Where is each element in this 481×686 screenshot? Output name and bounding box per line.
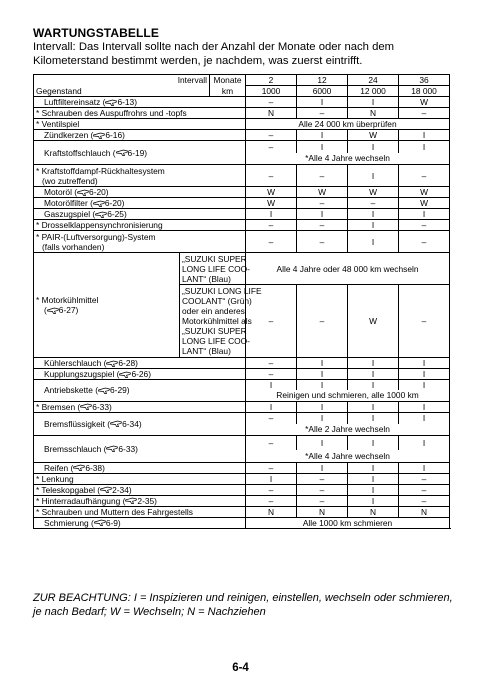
row-label: Luftfiltereinsatz ( <box>44 97 106 107</box>
row-label-cell <box>34 231 246 253</box>
row-reference: 2-34) <box>112 484 132 495</box>
table-row <box>34 462 450 473</box>
cell-text: LANT“ (Blau) <box>182 273 231 284</box>
cell-text: Motorkühlmittel als <box>182 316 252 326</box>
table-row <box>34 495 450 506</box>
interval-value: I <box>399 358 450 369</box>
interval-value: I <box>399 412 450 424</box>
row-reference: 6-20) <box>89 187 109 197</box>
coolant-type-cell <box>180 285 262 358</box>
row-label-cell: * Schrauben und Muttern des Fahrgestells <box>34 506 246 517</box>
interval-value: W <box>246 198 297 209</box>
reference-arrow-icon <box>80 402 92 412</box>
header-km-value: 12 000 <box>348 86 399 97</box>
reference-arrow-icon <box>98 385 110 395</box>
cell-text: * Kraftstoffdampf-Rückhaltesystem <box>36 165 165 176</box>
interval-value: – <box>297 108 348 119</box>
interval-value: I <box>246 209 297 220</box>
row-reference: 6-34) <box>122 418 142 429</box>
cell-text: * PAIR-(Luftversorgung)-System <box>36 231 156 242</box>
row-label-cell <box>34 198 246 209</box>
header-interval: Intervall <box>34 75 210 86</box>
interval-value: – <box>246 484 297 495</box>
table-row <box>34 108 450 119</box>
interval-value: – <box>246 285 297 358</box>
interval-value: – <box>246 220 297 231</box>
interval-span-text: *Alle 4 Jahre wechseln <box>246 153 450 165</box>
interval-value: I <box>297 462 348 473</box>
table-row <box>34 484 450 495</box>
interval-value: I <box>348 165 399 187</box>
interval-value: I <box>348 358 399 369</box>
interval-value: I <box>297 97 348 108</box>
interval-value: N <box>399 506 450 517</box>
interval-value: – <box>399 484 450 495</box>
interval-value: I <box>399 435 450 450</box>
interval-value: W <box>348 285 399 358</box>
interval-value: I <box>348 141 399 153</box>
interval-value: I <box>399 209 450 220</box>
interval-value: I <box>348 380 399 391</box>
interval-value: I <box>297 358 348 369</box>
interval-span-text: Reinigen und schmieren, alle 1000 km <box>246 390 450 401</box>
interval-value: W <box>399 187 450 198</box>
interval-value: I <box>297 130 348 141</box>
reference-arrow-icon <box>93 130 105 140</box>
row-label-cell <box>34 401 246 412</box>
interval-value: – <box>246 165 297 187</box>
cell-text: „SUZUKI SUPER <box>182 253 247 264</box>
row-label-cell: * Lenkung <box>34 473 246 484</box>
cell-text: 6-27) <box>58 305 79 315</box>
cell-text: (falls vorhanden) <box>42 241 105 252</box>
table-row <box>34 75 450 86</box>
interval-value: I <box>348 401 399 412</box>
row-label-cell <box>34 435 246 462</box>
header-km-value: 18 000 <box>399 86 450 97</box>
interval-span-text: *Alle 4 Jahre wechseln <box>246 450 450 462</box>
row-label: Antriebskette ( <box>44 385 98 396</box>
header-month-value: 36 <box>399 75 450 86</box>
table-row <box>34 380 450 391</box>
row-reference: 6-38) <box>85 462 105 473</box>
row-label: Motorölfilter ( <box>44 198 93 208</box>
cell-text: oder ein anderes <box>182 306 245 316</box>
table-row <box>34 506 450 517</box>
table-row <box>34 119 450 130</box>
table-row <box>34 165 450 187</box>
interval-value: W <box>297 187 348 198</box>
row-label: Bremsflüssigkeit ( <box>44 418 111 429</box>
interval-value: I <box>297 380 348 391</box>
row-label-cell <box>34 165 246 187</box>
interval-value: – <box>297 473 348 484</box>
interval-value: – <box>246 435 297 450</box>
interval-value: – <box>399 165 450 187</box>
reference-arrow-icon <box>116 148 128 158</box>
cell-text: LONG LIFE COO- <box>182 263 250 274</box>
table-row <box>34 369 450 380</box>
interval-span-text: Alle 4 Jahre oder 48 000 km wechseln <box>246 253 450 285</box>
intro-text: Intervall: Das Intervall sollte nach der Anzahl der Monate oder nach dem Kilometerstand bestimmt werden, je nachdem, was zuerst eintrifft. <box>33 41 395 67</box>
table-row <box>34 97 450 108</box>
interval-value: I <box>297 369 348 380</box>
interval-value: – <box>297 484 348 495</box>
row-label-cell <box>34 462 246 473</box>
table-row <box>34 86 450 97</box>
row-label: * Bremsen ( <box>36 401 81 412</box>
row-label: Bremsschlauch ( <box>44 443 107 454</box>
reference-arrow-icon <box>77 187 89 197</box>
header-month-value: 2 <box>246 75 297 86</box>
row-label-cell <box>34 130 246 141</box>
interval-value: I <box>348 462 399 473</box>
interval-span-text: *Alle 2 Jahre wechseln <box>246 424 450 435</box>
interval-value: I <box>348 484 399 495</box>
table-row <box>34 401 450 412</box>
row-reference: 6-16) <box>105 130 125 140</box>
header-km-value: 1000 <box>246 86 297 97</box>
cell-text: COOLANT“ (Grün) <box>182 296 252 306</box>
row-label: Kraftstoffschlauch ( <box>44 147 116 158</box>
table-row <box>34 198 450 209</box>
row-reference: 6-33) <box>92 401 112 412</box>
interval-value: – <box>246 495 297 506</box>
interval-value: I <box>297 141 348 153</box>
row-label: Gaszugspiel ( <box>44 209 96 219</box>
row-reference: 6-20) <box>104 198 125 208</box>
interval-value: W <box>246 187 297 198</box>
row-reference: 6-9) <box>105 517 121 528</box>
interval-value: I <box>399 130 450 141</box>
interval-value: – <box>297 285 348 358</box>
interval-value: I <box>348 369 399 380</box>
interval-span-text: Alle 24 000 km überprüfen <box>246 119 450 130</box>
table-row <box>34 231 450 253</box>
row-label-cell <box>34 209 246 220</box>
interval-value: I <box>348 231 399 253</box>
row-label-cell: * Ventilspiel <box>34 119 246 130</box>
interval-value: N <box>246 108 297 119</box>
row-label-cell <box>34 97 246 108</box>
reference-arrow-icon <box>73 463 85 473</box>
interval-value: – <box>246 141 297 153</box>
row-label: Zündkerzen ( <box>44 130 94 140</box>
interval-value: I <box>246 380 297 391</box>
row-reference: 2-35) <box>137 495 157 506</box>
interval-value: N <box>348 506 399 517</box>
row-label: Motoröl ( <box>44 187 78 197</box>
interval-value: I <box>297 412 348 424</box>
reference-arrow-icon <box>47 305 59 315</box>
header-km-value: 6000 <box>297 86 348 97</box>
interval-value: – <box>399 495 450 506</box>
interval-value: N <box>297 506 348 517</box>
interval-value: I <box>246 401 297 412</box>
coolant-type-cell <box>180 253 250 285</box>
row-reference: 6-25) <box>107 209 127 219</box>
row-label-cell <box>34 495 246 506</box>
row-reference: 6-13) <box>117 97 138 107</box>
table-row <box>34 141 450 153</box>
interval-value: – <box>246 97 297 108</box>
table-row <box>34 130 450 141</box>
reference-arrow-icon <box>125 496 137 506</box>
table-row <box>34 435 450 450</box>
reference-arrow-icon <box>106 444 118 454</box>
row-label: Kupplungszugspiel ( <box>44 369 120 379</box>
row-reference: 6-28) <box>118 358 138 368</box>
reference-arrow-icon <box>95 209 107 219</box>
reference-arrow-icon <box>93 198 105 208</box>
cell-text: „SUZUKI LONG LIFE <box>182 286 262 296</box>
interval-value: – <box>399 231 450 253</box>
row-label-cell: * Drosselklappensynchronisierung <box>34 220 246 231</box>
interval-value: I <box>399 401 450 412</box>
interval-value: I <box>399 369 450 380</box>
interval-value: I <box>348 412 399 424</box>
header-month-value: 24 <box>348 75 399 86</box>
page-heading: WARTUNGSTABELLE <box>33 26 159 40</box>
interval-value: – <box>246 231 297 253</box>
header-months: Monate <box>210 75 246 86</box>
interval-value: I <box>297 435 348 450</box>
interval-value: – <box>297 220 348 231</box>
cell-text: * Motorkühlmittel <box>36 295 99 305</box>
interval-value: W <box>399 97 450 108</box>
reference-arrow-icon <box>106 358 118 368</box>
table-row <box>34 358 450 369</box>
interval-value: I <box>348 435 399 450</box>
interval-value: N <box>348 108 399 119</box>
interval-value: – <box>399 220 450 231</box>
row-label-cell <box>34 253 180 358</box>
interval-value: I <box>399 380 450 391</box>
interval-value: – <box>246 358 297 369</box>
header-month-value: 12 <box>297 75 348 86</box>
interval-value: I <box>348 495 399 506</box>
interval-value: I <box>297 401 348 412</box>
interval-value: – <box>399 473 450 484</box>
reference-arrow-icon <box>119 369 131 379</box>
interval-span-text: Alle 1000 km schmieren <box>246 517 450 528</box>
row-label-cell <box>34 358 246 369</box>
interval-value: I <box>348 220 399 231</box>
interval-value: N <box>246 506 297 517</box>
page-number: 6-4 <box>232 662 249 674</box>
interval-value: I <box>399 141 450 153</box>
interval-value: – <box>399 108 450 119</box>
reference-arrow-icon <box>105 97 117 107</box>
cell-text: LONG LIFE COO- <box>182 336 250 346</box>
cell-text: „SUZUKI SUPER <box>182 326 247 336</box>
reference-arrow-icon <box>100 485 112 495</box>
row-reference: 6-19) <box>127 147 148 158</box>
row-reference: 6-29) <box>110 385 130 396</box>
row-label-cell: * Schrauben des Auspuffrohrs und -topfs <box>34 108 246 119</box>
table-row <box>34 473 450 484</box>
interval-value: – <box>246 369 297 380</box>
interval-value: – <box>297 165 348 187</box>
row-label-cell <box>34 187 246 198</box>
cell-text: (wo zutreffend) <box>42 175 98 186</box>
interval-value: W <box>348 187 399 198</box>
table-row <box>34 412 450 424</box>
row-label-cell <box>34 141 246 165</box>
interval-value: I <box>348 209 399 220</box>
interval-value: – <box>246 462 297 473</box>
interval-value: – <box>246 412 297 424</box>
interval-value: I <box>399 462 450 473</box>
table-row <box>34 209 450 220</box>
row-label: Reifen ( <box>44 462 74 473</box>
interval-value: – <box>246 130 297 141</box>
row-label-cell <box>34 380 246 402</box>
row-label-cell <box>34 369 246 380</box>
interval-value: I <box>297 209 348 220</box>
row-reference: 6-33) <box>118 443 138 454</box>
interval-value: W <box>348 130 399 141</box>
row-label: * Teleskopgabel ( <box>36 484 101 495</box>
interval-value: – <box>297 231 348 253</box>
row-label-cell <box>34 517 246 528</box>
cell-text: ( <box>44 305 47 315</box>
interval-value: I <box>246 473 297 484</box>
reference-arrow-icon <box>110 419 122 429</box>
row-label-cell <box>34 484 246 495</box>
row-label: Schmierung ( <box>44 517 94 528</box>
interval-value: – <box>399 285 450 358</box>
maintenance-table <box>33 74 450 529</box>
table-row <box>34 517 450 528</box>
row-reference: 6-26) <box>131 369 151 379</box>
interval-value: – <box>297 495 348 506</box>
table-row <box>34 220 450 231</box>
row-label-cell <box>34 412 246 435</box>
header-km: km <box>210 86 246 97</box>
legend-note: ZUR BEACHTUNG: I = Inspizieren und reinigen, einstellen, wechseln oder schmieren, je nach Bedarf; W = Wechseln; N = Nachziehen <box>33 592 453 618</box>
row-label: Kühlerschlauch ( <box>44 358 107 368</box>
header-item: Gegenstand <box>34 86 210 97</box>
reference-arrow-icon <box>94 518 106 528</box>
row-label: * Hinterradaufhängung ( <box>36 495 126 506</box>
interval-value: W <box>399 198 450 209</box>
table-row <box>34 253 450 285</box>
interval-value: I <box>348 97 399 108</box>
interval-value: I <box>348 473 399 484</box>
cell-text: LANT“ (Blau) <box>182 346 231 356</box>
table-row <box>34 187 450 198</box>
interval-value: – <box>348 198 399 209</box>
interval-value: – <box>297 198 348 209</box>
